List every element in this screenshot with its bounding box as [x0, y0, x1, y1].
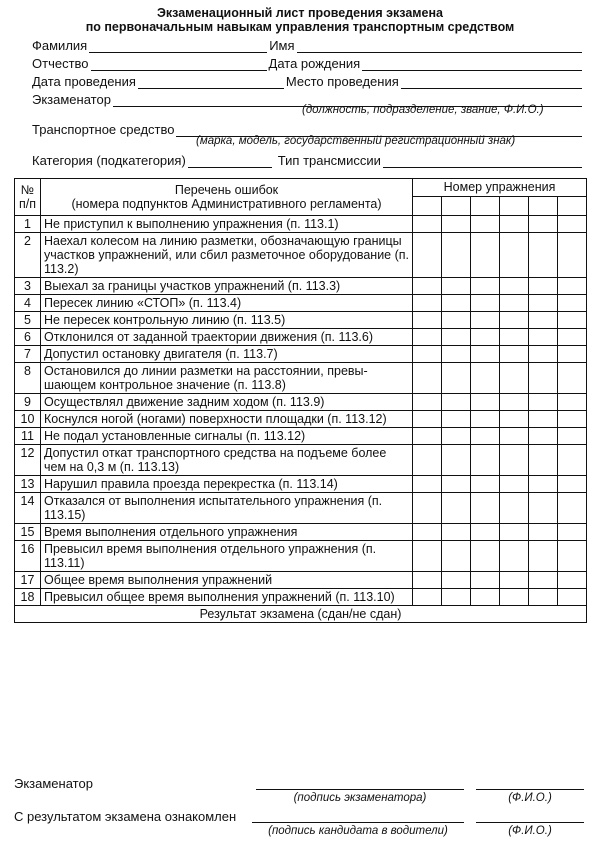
col-exercise-header: Номер упражнения [413, 179, 587, 197]
exercise-mark-cell[interactable] [413, 445, 442, 476]
exercise-mark-cell[interactable] [529, 524, 558, 541]
exam-place-label: Место проведения [285, 74, 399, 89]
exercise-mark-cell[interactable] [529, 363, 558, 394]
exercise-mark-cell[interactable] [471, 346, 500, 363]
examiner-fio-hint: (Ф.И.О.) [508, 792, 552, 804]
row-patronymic-birth [32, 54, 584, 71]
exercise-mark-cell[interactable] [529, 411, 558, 428]
row-number: 2 [15, 233, 41, 278]
exercise-mark-cell[interactable] [471, 411, 500, 428]
exercise-mark-cell[interactable] [500, 312, 529, 329]
exercise-mark-cell[interactable] [529, 428, 558, 445]
row-number: 5 [15, 312, 41, 329]
exercise-mark-cell[interactable] [500, 233, 529, 278]
exercise-mark-cell[interactable] [471, 445, 500, 476]
exercise-mark-cell[interactable] [471, 216, 500, 233]
exercise-mark-cell[interactable] [558, 428, 587, 445]
exercise-mark-cell[interactable] [471, 278, 500, 295]
exercise-mark-cell[interactable] [500, 278, 529, 295]
row-number: 6 [15, 329, 41, 346]
exercise-mark-cell[interactable] [413, 589, 442, 606]
exercise-mark-cell[interactable] [442, 476, 471, 493]
table-row [15, 476, 587, 493]
exercise-mark-cell[interactable] [413, 278, 442, 295]
exercise-mark-cell[interactable] [413, 295, 442, 312]
sig-candidate-label: С результатом экзамена ознакомлен [14, 809, 237, 824]
row-number: 12 [15, 445, 41, 476]
exercise-mark-cell[interactable] [529, 278, 558, 295]
name-field[interactable] [297, 40, 582, 53]
exercise-mark-cell[interactable] [471, 493, 500, 524]
table-row [15, 428, 587, 445]
exercise-mark-cell[interactable] [413, 329, 442, 346]
exercise-mark-cell[interactable] [529, 346, 558, 363]
row-error-text: Наехал колесом на линию разметки, обозначающую границы участков упражнений, или сбил разметочное оборудование (п. 113.2) [41, 233, 413, 278]
vehicle-hint: (марка, модель, государственный регистрационный знак) [196, 135, 516, 147]
exercise-mark-cell[interactable] [442, 233, 471, 278]
exercise-mark-cell[interactable] [500, 572, 529, 589]
exercise-mark-cell[interactable] [413, 312, 442, 329]
exercise-mark-cell[interactable] [529, 329, 558, 346]
exercise-mark-cell[interactable] [442, 312, 471, 329]
errors-table-body [15, 216, 587, 606]
exercise-mark-cell[interactable] [471, 312, 500, 329]
exercise-mark-cell[interactable] [529, 476, 558, 493]
row-number: 16 [15, 541, 41, 572]
col-num-line2: п/п [18, 197, 36, 211]
exercise-mark-cell[interactable] [500, 493, 529, 524]
row-number: 10 [15, 411, 41, 428]
examiner-fio-line[interactable] [476, 789, 584, 790]
exercise-mark-cell[interactable] [442, 411, 471, 428]
exercise-mark-cell[interactable] [529, 312, 558, 329]
table-row [15, 295, 587, 312]
result-label: Результат экзамена (сдан/не сдан) [15, 606, 587, 623]
birth-date-label: Дата рождения [268, 56, 361, 71]
vehicle-label: Транспортное средство [32, 122, 175, 137]
row-error-text: Не пересек контрольную линию (п. 113.5) [41, 312, 413, 329]
examiner-sign-hint: (подпись экзаменатора) [293, 792, 427, 804]
exercise-mark-cell[interactable] [529, 572, 558, 589]
row-error-text: Не подал установленные сигналы (п. 113.12) [41, 428, 413, 445]
exercise-mark-cell[interactable] [442, 589, 471, 606]
table-row [15, 524, 587, 541]
form-title-line2: по первоначальным навыкам управления транспортным средством [85, 20, 515, 34]
exercise-mark-cell[interactable] [442, 363, 471, 394]
row-number: 13 [15, 476, 41, 493]
exercise-mark-cell[interactable] [558, 329, 587, 346]
examiner-signature-line[interactable] [256, 789, 464, 790]
exercise-mark-cell[interactable] [558, 312, 587, 329]
exercise-mark-cell[interactable] [558, 541, 587, 572]
exercise-mark-cell[interactable] [558, 233, 587, 278]
exercise-mark-cell[interactable] [442, 329, 471, 346]
exercise-mark-cell[interactable] [500, 216, 529, 233]
col-num-header [15, 179, 41, 216]
exercise-col-1 [413, 197, 442, 216]
exercise-mark-cell[interactable] [529, 445, 558, 476]
exercise-mark-cell[interactable] [442, 278, 471, 295]
exercise-mark-cell[interactable] [413, 476, 442, 493]
exercise-mark-cell[interactable] [500, 589, 529, 606]
row-number: 14 [15, 493, 41, 524]
exercise-mark-cell[interactable] [413, 493, 442, 524]
row-surname-name [32, 36, 584, 53]
candidate-signature-line[interactable] [252, 822, 464, 823]
exercise-mark-cell[interactable] [442, 428, 471, 445]
exercise-mark-cell[interactable] [442, 394, 471, 411]
exercise-mark-cell[interactable] [558, 216, 587, 233]
exercise-col-5 [529, 197, 558, 216]
examiner-label: Экзаменатор [32, 92, 111, 107]
exercise-mark-cell[interactable] [413, 524, 442, 541]
form-title-line1: Экзаменационный лист проведения экзамена [157, 6, 443, 20]
exercise-mark-cell[interactable] [558, 346, 587, 363]
col-errors-line1: Перечень ошибок [174, 183, 279, 197]
exercise-mark-cell[interactable] [471, 476, 500, 493]
exercise-mark-cell[interactable] [471, 572, 500, 589]
table-row [15, 541, 587, 572]
exercise-mark-cell[interactable] [471, 589, 500, 606]
row-error-text: Превысил общее время выполнения упражнений (п. 113.10) [41, 589, 413, 606]
birth-date-field[interactable] [362, 58, 582, 71]
table-row [15, 216, 587, 233]
row-error-text: Допустил откат транспортного средства на подъеме более чем на 0,3 м (п. 113.13) [41, 445, 413, 476]
row-error-text: Осуществлял движение задним ходом (п. 113.9) [41, 394, 413, 411]
exercise-mark-cell[interactable] [413, 572, 442, 589]
exercise-mark-cell[interactable] [558, 394, 587, 411]
exercise-mark-cell[interactable] [529, 394, 558, 411]
exercise-mark-cell[interactable] [471, 541, 500, 572]
exercise-mark-cell[interactable] [558, 295, 587, 312]
exercise-mark-cell[interactable] [558, 363, 587, 394]
table-row [15, 572, 587, 589]
row-number: 7 [15, 346, 41, 363]
row-error-text: Пересек линию «СТОП» (п. 113.4) [41, 295, 413, 312]
exercise-mark-cell[interactable] [471, 363, 500, 394]
result-row [15, 606, 587, 623]
exercise-mark-cell[interactable] [471, 524, 500, 541]
exercise-col-4 [500, 197, 529, 216]
row-number: 15 [15, 524, 41, 541]
exercise-mark-cell[interactable] [500, 346, 529, 363]
sig-examiner-label: Экзаменатор [14, 776, 93, 791]
col-errors-header [41, 179, 413, 216]
row-error-text: Коснулся ногой (ногами) поверхности площадки (п. 113.12) [41, 411, 413, 428]
row-error-text: Допустил остановку двигателя (п. 113.7) [41, 346, 413, 363]
surname-label: Фамилия [32, 38, 88, 53]
row-error-text: Выехал за границы участков упражнений (п. 113.3) [41, 278, 413, 295]
examiner-hint: (должность, подразделение, звание, Ф.И.О.) [302, 104, 544, 116]
table-row [15, 363, 587, 394]
table-row [15, 589, 587, 606]
exercise-col-3 [471, 197, 500, 216]
exercise-mark-cell[interactable] [442, 216, 471, 233]
exercise-mark-cell[interactable] [500, 541, 529, 572]
exercise-mark-cell[interactable] [558, 589, 587, 606]
row-number: 3 [15, 278, 41, 295]
row-error-text: Время выполнения отдельного упражнения [41, 524, 413, 541]
exam-place-field[interactable] [401, 76, 582, 89]
row-error-text: Отклонился от заданной траектории движения (п. 113.6) [41, 329, 413, 346]
exercise-mark-cell[interactable] [500, 476, 529, 493]
exam-date-field[interactable] [138, 76, 284, 89]
candidate-fio-line[interactable] [476, 822, 584, 823]
name-label: Имя [269, 38, 295, 53]
exercise-mark-cell[interactable] [529, 493, 558, 524]
exercise-mark-cell[interactable] [442, 541, 471, 572]
exercise-mark-cell[interactable] [442, 493, 471, 524]
table-row [15, 346, 587, 363]
exercise-mark-cell[interactable] [500, 411, 529, 428]
exercise-mark-cell[interactable] [442, 572, 471, 589]
exercise-mark-cell[interactable] [500, 363, 529, 394]
exercise-mark-cell[interactable] [471, 428, 500, 445]
row-number: 9 [15, 394, 41, 411]
category-field[interactable] [188, 155, 272, 168]
exercise-mark-cell[interactable] [558, 411, 587, 428]
col-errors-line2: (номера подпунктов Административного регламента) [71, 197, 382, 211]
transmission-field[interactable] [383, 155, 582, 168]
exercise-mark-cell[interactable] [529, 216, 558, 233]
exercise-mark-cell[interactable] [500, 329, 529, 346]
exercise-mark-cell[interactable] [413, 216, 442, 233]
candidate-fio-hint: (Ф.И.О.) [508, 825, 552, 837]
transmission-label: Тип трансмиссии [277, 153, 381, 168]
exercise-mark-cell[interactable] [442, 346, 471, 363]
row-error-text: Общее время выполнения упражнений [41, 572, 413, 589]
row-error-text: Отказался от выполнения испытательного упражнения (п. 113.15) [41, 493, 413, 524]
row-number: 18 [15, 589, 41, 606]
exercise-mark-cell[interactable] [471, 233, 500, 278]
exercise-col-6 [558, 197, 587, 216]
table-row [15, 233, 587, 278]
table-row [15, 312, 587, 329]
row-date-place [32, 72, 584, 89]
exercise-mark-cell[interactable] [413, 233, 442, 278]
exercise-mark-cell[interactable] [413, 428, 442, 445]
candidate-sign-hint: (подпись кандидата в водители) [268, 825, 448, 837]
exercise-mark-cell[interactable] [442, 524, 471, 541]
row-error-text: Остановился до линии разметки на расстоянии, превы-шающем контрольное значение (п. 113.8) [41, 363, 413, 394]
row-number: 8 [15, 363, 41, 394]
exercise-mark-cell[interactable] [471, 394, 500, 411]
exercise-mark-cell[interactable] [471, 329, 500, 346]
row-error-text: Не приступил к выполнению упражнения (п. 113.1) [41, 216, 413, 233]
table-row [15, 329, 587, 346]
exercise-mark-cell[interactable] [500, 445, 529, 476]
exercise-mark-cell[interactable] [558, 445, 587, 476]
table-row [15, 411, 587, 428]
row-number: 17 [15, 572, 41, 589]
exercise-mark-cell[interactable] [442, 295, 471, 312]
table-row [15, 493, 587, 524]
table-row [15, 394, 587, 411]
category-label: Категория (подкатегория) [32, 153, 186, 168]
exercise-mark-cell[interactable] [413, 363, 442, 394]
exercise-mark-cell[interactable] [529, 295, 558, 312]
row-category-transmission [32, 151, 584, 168]
exercise-mark-cell[interactable] [413, 394, 442, 411]
exercise-mark-cell[interactable] [500, 394, 529, 411]
table-row [15, 278, 587, 295]
exercise-mark-cell[interactable] [558, 524, 587, 541]
exercise-mark-cell[interactable] [413, 541, 442, 572]
exercise-mark-cell[interactable] [558, 476, 587, 493]
row-error-text: Превысил время выполнения отдельного упражнения (п. 113.11) [41, 541, 413, 572]
patronymic-label: Отчество [32, 56, 89, 71]
exercise-mark-cell[interactable] [529, 541, 558, 572]
exam-date-label: Дата проведения [32, 74, 136, 89]
row-number: 11 [15, 428, 41, 445]
row-number: 1 [15, 216, 41, 233]
exercise-mark-cell[interactable] [442, 445, 471, 476]
exercise-mark-cell[interactable] [500, 295, 529, 312]
patronymic-field[interactable] [91, 58, 267, 71]
errors-table [14, 178, 587, 623]
exercise-mark-cell[interactable] [413, 346, 442, 363]
surname-field[interactable] [89, 40, 267, 53]
exercise-mark-cell[interactable] [529, 233, 558, 278]
exercise-mark-cell[interactable] [558, 278, 587, 295]
row-error-text: Нарушил правила проезда перекрестка (п. 113.14) [41, 476, 413, 493]
table-header-row [15, 179, 587, 197]
exercise-mark-cell[interactable] [500, 428, 529, 445]
exercise-mark-cell[interactable] [558, 572, 587, 589]
exercise-mark-cell[interactable] [529, 589, 558, 606]
exercise-mark-cell[interactable] [471, 295, 500, 312]
exercise-col-2 [442, 197, 471, 216]
exercise-mark-cell[interactable] [558, 493, 587, 524]
table-row [15, 445, 587, 476]
row-number: 4 [15, 295, 41, 312]
exercise-mark-cell[interactable] [500, 524, 529, 541]
exercise-mark-cell[interactable] [413, 411, 442, 428]
col-num-line1: № [20, 183, 35, 197]
